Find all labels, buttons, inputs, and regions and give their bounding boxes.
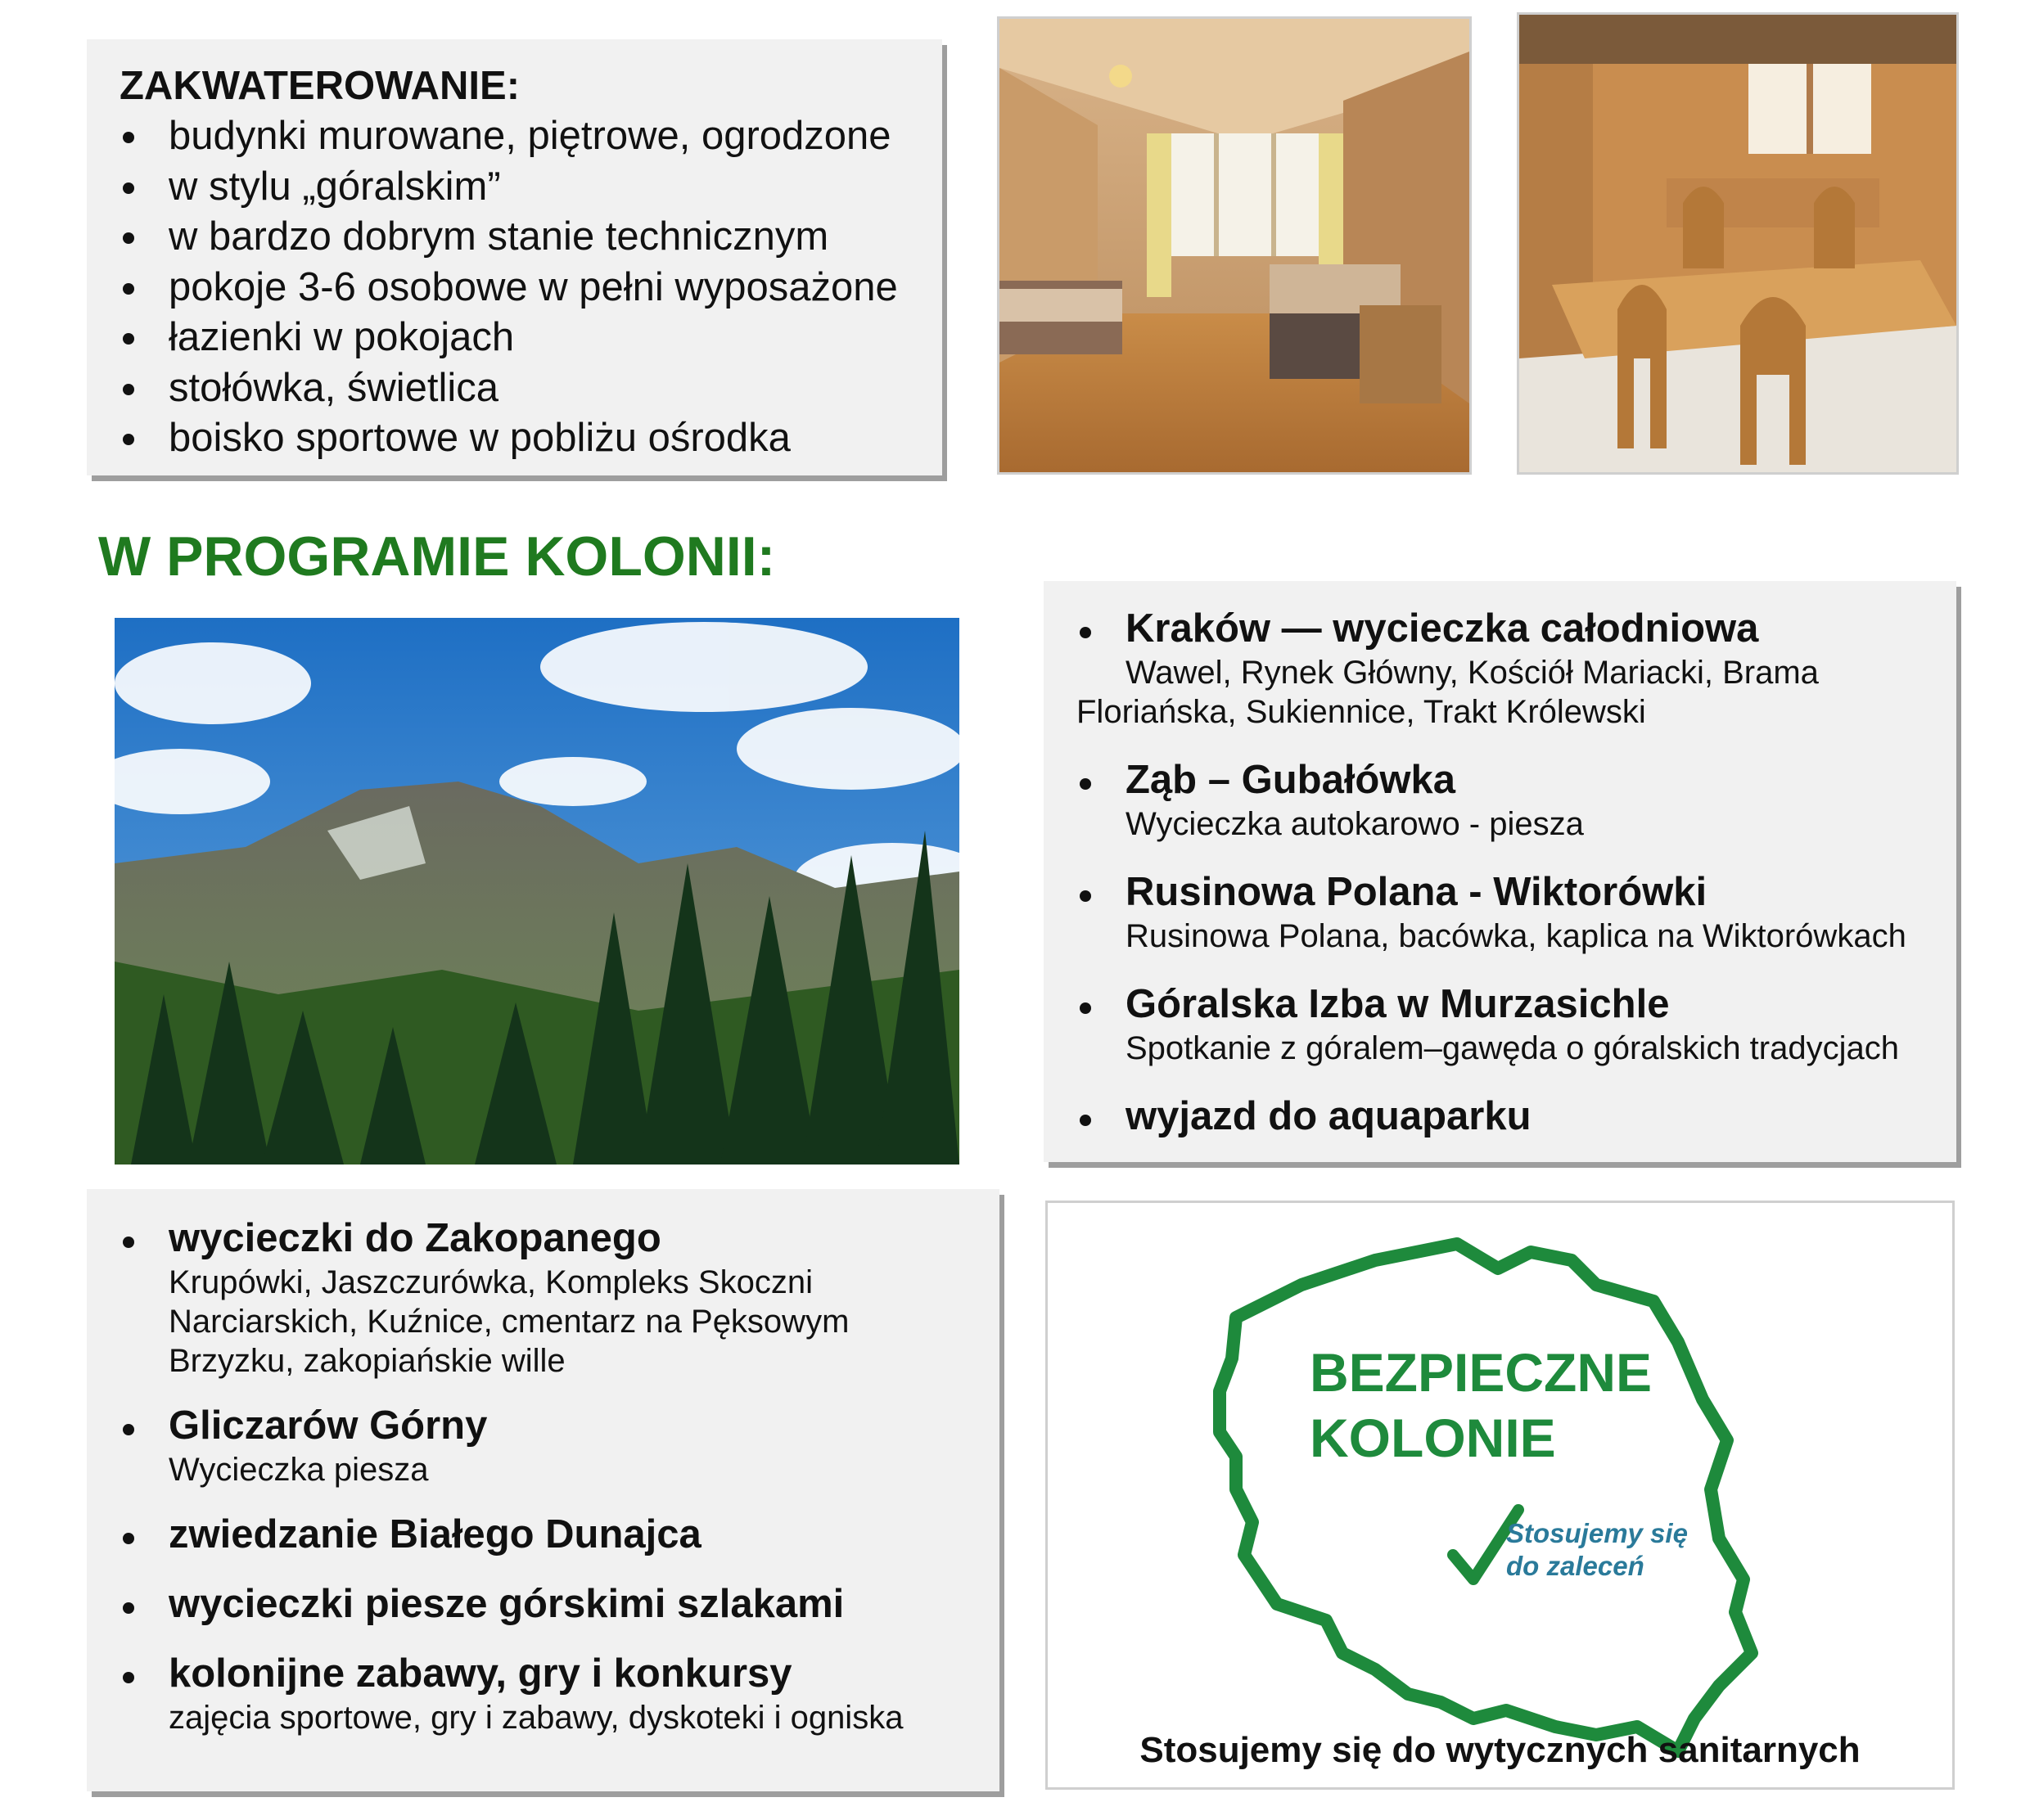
program-right-box [1044, 581, 1956, 1162]
item-description: zajęcia sportowe, gry i zabawy, dyskoteki i ogniska [169, 1700, 904, 1736]
item-heading: Kraków — wycieczka całodniowa [1126, 606, 1759, 651]
list-item [1076, 980, 1956, 1068]
list-item: łazienki w pokojach [120, 313, 942, 363]
item-heading: Rusinowa Polana - Wiktorówki [1126, 870, 1707, 914]
logo-text-line2: KOLONIE [1310, 1408, 1556, 1468]
list-item: stołówka, świetlica [120, 363, 942, 414]
item-description: Wycieczka autokarowo - piesza [1126, 806, 1584, 842]
item-heading: Gliczarów Górny [169, 1403, 488, 1448]
list-item [120, 1214, 999, 1381]
list-item [1076, 604, 1956, 732]
list-item [1076, 1092, 1956, 1141]
program-title: W PROGRAMIE KOLONII: [98, 525, 776, 588]
item-heading: Ząb – Gubałówka [1126, 758, 1455, 802]
badge-text-line2: do zaleceń [1506, 1551, 1644, 1581]
badge-text-line1: Stosujemy się [1506, 1518, 1688, 1548]
mountain-photo [115, 618, 959, 1165]
logo-text-line1: BEZPIECZNE [1310, 1342, 1653, 1403]
item-heading: wycieczki do Zakopanego [169, 1216, 661, 1260]
room-photo [997, 16, 1472, 475]
item-description: Wycieczka piesza [169, 1452, 429, 1488]
accommodation-box [87, 39, 942, 475]
item-description: Wawel, Rynek Główny, Kościół Mariacki, Brama Floriańska, Sukiennice, Trakt Królewski [1076, 655, 1819, 730]
list-item [120, 1510, 999, 1559]
program-right-list [1076, 604, 1956, 1141]
poland-map-logo [1048, 1203, 1952, 1787]
list-item [1076, 755, 1956, 844]
list-item: budynki murowane, piętrowe, ogrodzone [120, 111, 942, 162]
accommodation-list [120, 111, 942, 464]
item-description: Rusinowa Polana, bacówka, kaplica na Wiktorówkach [1126, 918, 1906, 954]
list-item [1076, 867, 1956, 956]
safety-box [1045, 1201, 1955, 1790]
list-item: w stylu „góralskim” [120, 162, 942, 213]
item-heading: kolonijne zabawy, gry i konkursy [169, 1651, 792, 1696]
item-heading: Góralska Izba w Murzasichle [1126, 982, 1670, 1026]
list-item: pokoje 3-6 osobowe w pełni wyposażone [120, 263, 942, 313]
list-item [120, 1579, 999, 1629]
item-heading: wycieczki piesze górskimi szlakami [169, 1582, 845, 1626]
safety-caption: Stosujemy się do wytycznych sanitarnych [1139, 1730, 1861, 1770]
item-description: Krupówki, Jaszczurówka, Kompleks Skoczni Narciarskich, Kuźnice, cmentarz na Pęksowym Brzyzku, zakopiańskie wille [169, 1264, 850, 1379]
dining-photo [1517, 12, 1959, 475]
list-item [120, 1401, 999, 1489]
accommodation-title: ZAKWATEROWANIE: [120, 64, 521, 108]
list-item: w bardzo dobrym stanie technicznym [120, 212, 942, 263]
item-heading: wyjazd do aquaparku [1126, 1094, 1532, 1138]
program-left-box [87, 1189, 999, 1791]
list-item [120, 1649, 999, 1737]
item-heading: zwiedzanie Białego Dunajca [169, 1512, 701, 1556]
program-left-list [120, 1214, 999, 1737]
item-description: Spotkanie z góralem–gawęda o góralskich tradycjach [1126, 1030, 1899, 1066]
list-item: boisko sportowe w pobliżu ośrodka [120, 413, 942, 464]
